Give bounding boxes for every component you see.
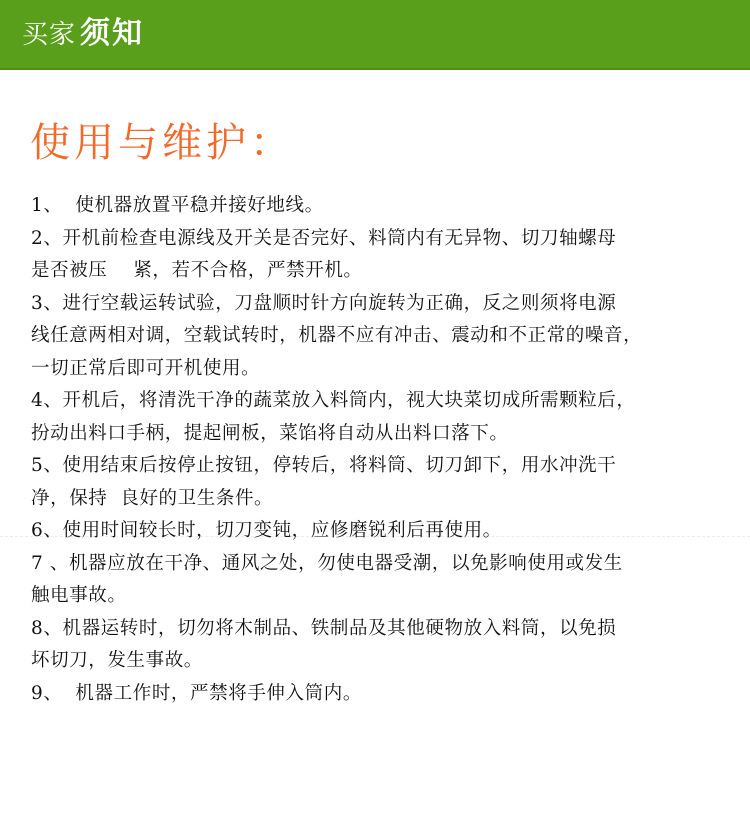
instruction-line: 一切正常后即可开机使用。: [31, 357, 261, 379]
instruction-line: 8、机器运转时，切勿将木制品、铁制品及其他硬物放入料筒，以免损: [31, 617, 617, 639]
instruction-line: 坏切刀，发生事故。: [31, 650, 203, 671]
instruction-line: 触电事故。: [31, 585, 127, 606]
instruction-line: 4、开机后，将清洗干净的蔬菜放入料筒内，视大块菜切成所需颗粒后，: [31, 390, 636, 411]
instruction-line: 2、开机前检查电源线及开关是否完好、料筒内有无异物、切刀轴螺母: [31, 227, 617, 249]
section-title: 使用与维护：: [30, 120, 294, 166]
instruction-line: 是否被压 紧，若不合格，严禁开机。: [31, 260, 363, 281]
instruction-line: 6、使用时间较长时，切刀变钝，应修磨锐利后再使用。: [31, 520, 502, 541]
header-title-bold: 须知: [80, 16, 145, 51]
instruction-line: 9、 机器工作时，严禁将手伸入筒内。: [31, 682, 362, 704]
instruction-line: 5、使用结束后按停止按钮，停转后，将料筒、切刀卸下，用水冲洗干: [31, 455, 617, 476]
header-title: [22, 14, 144, 54]
instruction-line: 1、 使机器放置平稳并接好地线。: [31, 195, 324, 216]
instruction-line: 扮动出料口手柄，提起闸板，菜馅将自动从出料口落下。: [31, 422, 509, 444]
header-title-light: 买家: [22, 20, 77, 50]
instruction-line: 线任意两相对调，空载试转时，机器不应有冲击、震动和不正常的噪音，: [31, 325, 643, 346]
instruction-line: 3、进行空载运转试验，刀盘顺时针方向旋转为正确，反之则须将电源: [31, 292, 617, 314]
header-bar: [0, 0, 750, 70]
instruction-line: 净，保持 良好的卫生条件。: [31, 487, 274, 509]
instruction-line: 7 、机器应放在干净、通风之处，勿使电器受潮，以免影响使用或发生: [31, 552, 623, 574]
instructions-body: [31, 190, 743, 710]
